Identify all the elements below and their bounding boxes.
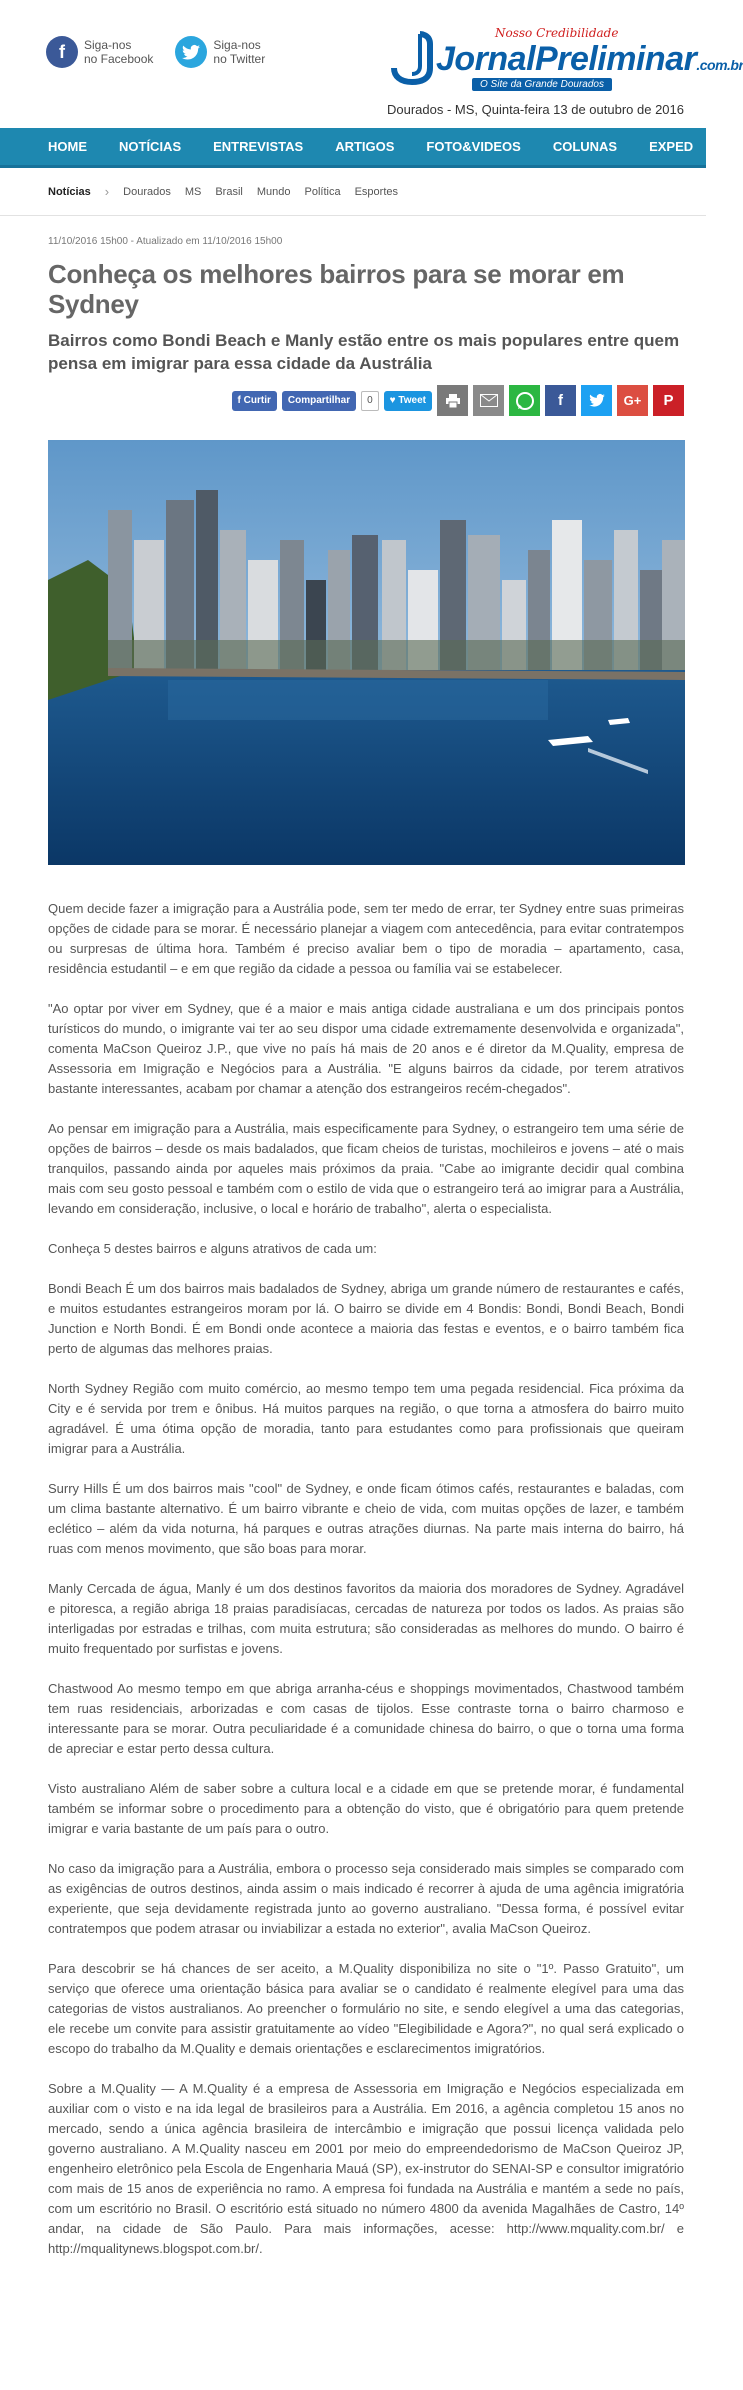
print-icon[interactable] — [437, 385, 468, 416]
breadcrumb-mundo[interactable]: Mundo — [256, 185, 291, 198]
article-title: Conheça os melhores bairros para se morar em Sydney — [48, 259, 625, 319]
email-icon[interactable] — [473, 385, 504, 416]
share-count: 0 — [361, 391, 379, 411]
whatsapp-icon[interactable] — [509, 385, 540, 416]
breadcrumb-esportes[interactable]: Esportes — [354, 185, 398, 198]
logo-domain: .com.br — [696, 57, 743, 73]
sydney-skyline-image — [48, 440, 685, 865]
facebook-share-button[interactable]: Compartilhar — [282, 391, 356, 411]
facebook-share-icon[interactable]: f — [545, 385, 576, 416]
like-label: Curtir — [243, 395, 271, 406]
nav-item-colunas[interactable]: COLUNAS — [552, 138, 618, 154]
date-line: Dourados - MS, Quinta-feira 13 de outubro de 2016 — [386, 102, 684, 117]
article-body — [48, 899, 684, 2259]
article-paragraph: "Ao optar por viver em Sydney, que é a maior e mais antiga cidade australiana e um dos principais pontos turísticos do mundo, o imigrante vai ter ao seu dispor uma cidade extremamente desenvolvida e organizada", comenta MaCson Queiroz J.P., que vive no país há mais de 20 anos e é diretor da M.Quality, empresa de Assessoria em Imigração e Negócios para a Austrália. "E alguns bairros da cidade, por terem atrativos bastante interessantes, acabam por chamar a atenção dos estrangeiros recém-chegados". — [48, 1001, 684, 1096]
article — [0, 236, 706, 2319]
twitter-share-icon[interactable] — [581, 385, 612, 416]
chevron-right-icon: › — [104, 184, 110, 199]
article-paragraph: Chastwood Ao mesmo tempo em que abriga arranha-céus e shoppings movimentados, Chastwood também tem ruas residenciais, arborizadas e com casas de tijolos. Esse contraste torna o bairro charmoso e interessante para se morar. Outra peculiaridade é a comunidade chinesa do bairro, o que o torna uma forma de apreciar e estar perto dessa cultura. — [48, 1681, 684, 1756]
logo-tagline: Nosso Credibilidade — [495, 26, 619, 40]
pinterest-icon[interactable]: P — [653, 385, 684, 416]
follow-facebook-text — [84, 38, 153, 66]
follow-twitter-line2: no Twitter — [213, 52, 266, 66]
follow-twitter-link[interactable] — [175, 36, 265, 68]
follow-facebook-line1: Siga-nos — [84, 38, 132, 52]
google-plus-icon[interactable]: G+ — [617, 385, 648, 416]
article-paragraph: Bondi Beach É um dos bairros mais badalados de Sydney, abriga um grande número de restaurantes e cafés, e muitos estudantes estrangeiros moram por lá. O bairro se divide em 4 Bondis: Bondi, Bondi Beach, Bondi Junction e North Bondi. É em Bondi onde acontece a maioria das festas e eventos, e o bairro também fica perto de algumas das melhores praias. — [48, 1281, 684, 1356]
article-photo — [48, 440, 685, 865]
article-paragraph: No caso da imigração para a Austrália, embora o processo seja considerado mais simples se comparado com as exigências de outros destinos, ainda assim o mais indicado é recorrer à ajuda de uma agência imigratória experiente, que seja devidamente registrada junto ao governo australiano. "Dessa forma, é possível evitar contratempos que podem atrasar ou inviabilizar a estada no exterior", avalia MaCson Queiroz. — [48, 1861, 684, 1936]
main-nav — [0, 128, 706, 168]
article-paragraph: Ao pensar em imigração para a Austrália, mais especificamente para Sydney, o estrangeiro tem uma série de opções de bairros – desde os mais badalados, que ficam cheios de turistas, mochileiros e jovens – até o mais tranquilos, passando ainda por aqueles mais próximos da praia. "Cabe ao imigrante decidir qual combina mais com seu gosto pessoal e também com o estilo de vida que o estrangeiro terá ao imigrar para a Austrália, levando em consideração, inclusive, o local e horário de trabalho", alerta o especialista. — [48, 1121, 684, 1216]
breadcrumb — [0, 168, 706, 216]
share-bar — [48, 385, 684, 416]
logo-subline: O Site da Grande Dourados — [472, 78, 612, 91]
social-follow — [46, 36, 265, 68]
breadcrumb-ms[interactable]: MS — [184, 185, 202, 198]
site-header — [0, 0, 743, 128]
breadcrumb-politica[interactable]: Política — [304, 185, 341, 198]
nav-item-artigos[interactable]: ARTIGOS — [335, 138, 395, 154]
nav-item-entrevistas[interactable]: ENTREVISTAS — [213, 138, 304, 154]
breadcrumb-noticias[interactable]: Notícias — [48, 185, 91, 198]
article-subtitle: Bairros como Bondi Beach e Manly estão entre os mais populares entre quem pensa em imigrar para essa cidade da Austrália — [48, 331, 680, 373]
article-paragraph: Visto australiano Além de saber sobre a cultura local e a cidade em que se pretende morar, é fundamental também se informar sobre o procedimento para a obtenção do visto, que é obrigatório para quem pretende imigrar e varia bastante de um país para o outro. — [48, 1781, 684, 1836]
article-meta: 11/10/2016 15h00 - Atualizado em 11/10/2016 15h00 — [48, 236, 283, 247]
nav-item-foto-videos[interactable]: FOTO&VIDEOS — [426, 138, 521, 154]
follow-twitter-text — [213, 38, 265, 66]
article-paragraph: Para descobrir se há chances de ser aceito, a M.Quality disponibiliza no site o "1º. Passo Gratuito", um serviço que oferece uma orientação básica para avaliar se o candidato é realmente elegível para uma das categorias de vistos australianos. Ao preencher o formulário no site, e sendo elegível a uma das categorias, ele recebe um convite para assistir gratuitamente ao vídeo "Elegibilidade e Agora?", no qual será explicado o escopo do trabalho da M.Quality e demais orientações e esclarecimentos imigratórios. — [48, 1961, 684, 2056]
facebook-like-button[interactable]: f Curtir — [232, 391, 277, 411]
logo-name-text: JornalPreliminar — [436, 40, 697, 78]
follow-twitter-line1: Siga-nos — [213, 38, 261, 52]
twitter-icon — [175, 36, 207, 68]
nav-item-home[interactable]: HOME — [48, 138, 87, 154]
tweet-label: Tweet — [398, 395, 426, 406]
breadcrumb-brasil[interactable]: Brasil — [215, 185, 243, 198]
article-paragraph: Conheça 5 destes bairros e alguns atrativos de cada um: — [48, 1241, 377, 1256]
article-paragraph: Surry Hills É um dos bairros mais "cool" de Sydney, e onde ficam ótimos cafés, restaurantes e baladas, com um clima bastante alternativo. É um bairro vibrante e cheio de vida, com muitas opções de lazer, e também eclético – além da vida noturna, há parques e outras atrações diurnas. Na parte mais interna do bairro, há ruas com menos movimento, que são boas para morar. — [48, 1481, 684, 1556]
follow-facebook-link[interactable] — [46, 36, 153, 68]
logo-name — [436, 40, 743, 79]
nav-item-expediente[interactable]: EXPED — [649, 138, 694, 154]
facebook-icon: f — [46, 36, 78, 68]
site-logo[interactable] — [380, 26, 743, 92]
tweet-button[interactable]: ♥ Tweet — [384, 391, 432, 411]
article-paragraph: Sobre a M.Quality — A M.Quality é a empresa de Assessoria em Imigração e Negócios especializada em auxiliar com o visto e na ida legal de brasileiros para a Austrália. Em 2016, a agência completou 15 anos no mercado, sendo a única agência brasileira de intercâmbio e imigração que possui licença validada pelo governo australiano. A M.Quality nasceu em 2001 por meio do empreendedorismo de MaCson Queiroz JP, engenheiro eletrônico pela Escola de Engenharia Mauá (SP), ex-instrutor do SENAI-SP e consultor imigratório com mais de 15 anos de experiência no ramo. A empresa foi fundada na Austrália e mantém a sede no país, com um escritório no Brasil. O escritório está situado no número 4800 da avenida Magalhães de Castro, 14º andar, na cidade de São Paulo. Para mais informações, acesse: http://www.mquality.com.br/ e http://mqualitynews.blogspot.com.br/. — [48, 2081, 684, 2256]
article-paragraph: North Sydney Região com muito comércio, ao mesmo tempo tem uma pegada residencial. Fica próxima da City e é servida por trem e ônibus. Há muitos parques na região, o que torna a atmosfera do bairro muito agradável. É uma ótima opção de moradia, tanto para estudantes como para profissionais que queiram imigrar para a Austrália. — [48, 1381, 684, 1456]
logo-mark-icon — [390, 32, 436, 84]
breadcrumb-dourados[interactable]: Dourados — [123, 185, 171, 198]
article-paragraph: Manly Cercada de água, Manly é um dos destinos favoritos da maioria dos moradores de Sydney. Agradável e pitoresca, a região abriga 18 praias paradisíacas, cercadas de natureza por todos os lados. As praias são interligadas por estradas e trilhas, com muita estrutura; são consideradas as melhores do mundo. O bairro é muito frequentado por surfistas e jovens. — [48, 1581, 684, 1656]
article-paragraph: Quem decide fazer a imigração para a Austrália pode, sem ter medo de errar, ter Sydney entre suas primeiras opções de cidade para se morar. É necessário planejar a viagem com antecedência, para evitar contratempos ou surpresas de última hora. Também é preciso avaliar bem o tipo de moradia – apartamento, casa, residência estudantil – e em que região da cidade a pessoa ou família vai se estabelecer. — [48, 901, 684, 976]
follow-facebook-line2: no Facebook — [84, 52, 154, 66]
nav-item-noticias[interactable]: NOTÍCIAS — [119, 138, 182, 154]
